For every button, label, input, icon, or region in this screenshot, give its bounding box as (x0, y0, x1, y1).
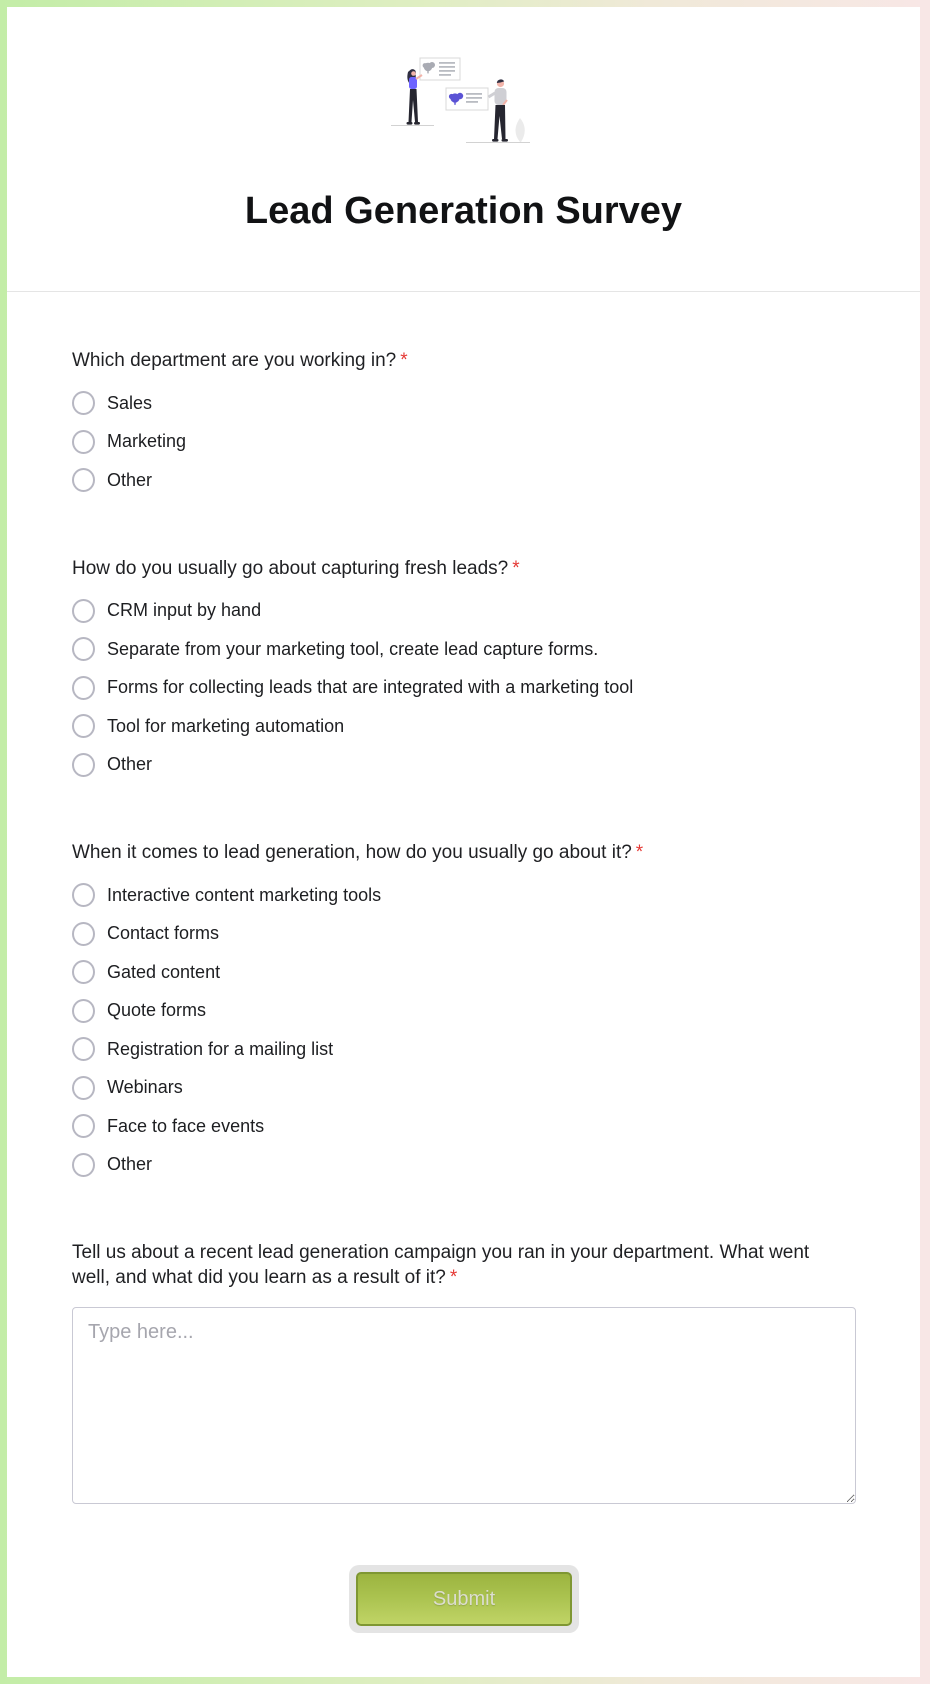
radio-circle-icon[interactable] (72, 1153, 95, 1177)
radio-circle-icon[interactable] (72, 468, 95, 492)
radio-option[interactable] (72, 423, 856, 462)
radio-option[interactable] (72, 1146, 856, 1185)
radio-option[interactable] (72, 746, 856, 785)
presentation-board (420, 58, 460, 80)
radio-option[interactable] (72, 876, 856, 915)
submit-button-wrapper (349, 1565, 579, 1633)
question-label (72, 1240, 850, 1290)
person-figure (407, 69, 423, 125)
radio-option-label: Sales (107, 392, 153, 413)
radio-circle-icon[interactable] (72, 883, 95, 907)
required-asterisk: * (449, 1267, 458, 1288)
radio-option[interactable] (72, 953, 856, 992)
radio-option-label: Quote forms (107, 1000, 207, 1021)
question-label (72, 556, 856, 582)
header-illustration (381, 48, 546, 148)
question-campaign-story (72, 1240, 856, 1509)
form-header (7, 7, 920, 292)
question-text: Tell us about a recent lead generation campaign you ran in your department. What went well, and what did you learn as a result of it? (72, 1242, 810, 1288)
question-text: How do you usually go about capturing fresh leads? (72, 557, 509, 579)
radio-option-label: CRM input by hand (107, 600, 262, 621)
question-text: When it comes to lead generation, how do you usually go about it? (72, 842, 632, 863)
radio-circle-icon[interactable] (72, 391, 95, 415)
radio-option-label: Contact forms (107, 923, 220, 944)
form-card (7, 7, 920, 1677)
radio-circle-icon[interactable] (72, 599, 95, 623)
radio-option-label: Tool for marketing automation (107, 715, 345, 736)
radio-circle-icon[interactable] (72, 1114, 95, 1138)
form-body (7, 348, 920, 1633)
radio-option[interactable] (72, 592, 856, 631)
radio-option[interactable] (72, 461, 856, 500)
question-lead-generation-methods (72, 840, 856, 1184)
radio-option[interactable] (72, 1107, 856, 1146)
radio-option[interactable] (72, 915, 856, 954)
radio-circle-icon[interactable] (72, 999, 95, 1023)
radio-option-label: Interactive content marketing tools (107, 884, 382, 905)
radio-option-label: Forms for collecting leads that are integrated with a marketing tool (107, 677, 634, 698)
radio-option-label: Face to face events (107, 1115, 265, 1136)
radio-option-label: Gated content (107, 961, 221, 982)
radio-circle-icon[interactable] (72, 960, 95, 984)
submit-row (72, 1565, 856, 1633)
radio-circle-icon[interactable] (72, 753, 95, 777)
radio-circle-icon[interactable] (72, 922, 95, 946)
leaf-shape (516, 118, 525, 142)
question-text: Which department are you working in? (72, 350, 397, 371)
presentation-board (446, 88, 488, 110)
radio-circle-icon[interactable] (72, 676, 95, 700)
required-asterisk: * (635, 842, 644, 863)
submit-button[interactable]: Submit (356, 1572, 572, 1626)
radio-option[interactable] (72, 384, 856, 423)
radio-option-label: Separate from your marketing tool, create lead capture forms. (107, 638, 599, 659)
required-asterisk: * (512, 557, 520, 579)
radio-option[interactable] (72, 707, 856, 746)
radio-circle-icon[interactable] (72, 1037, 95, 1061)
radio-option[interactable] (72, 1069, 856, 1108)
answer-textarea[interactable] (72, 1307, 856, 1504)
radio-option-label: Other (107, 1154, 153, 1175)
question-label (72, 840, 856, 866)
radio-option[interactable] (72, 669, 856, 708)
question-label (72, 348, 856, 374)
radio-circle-icon[interactable] (72, 1076, 95, 1100)
radio-option-label: Marketing (107, 431, 187, 452)
page-title: Lead Generation Survey (244, 190, 683, 232)
person-figure (489, 79, 509, 141)
radio-circle-icon[interactable] (72, 637, 95, 661)
radio-circle-icon[interactable] (72, 430, 95, 454)
radio-option-label: Other (107, 754, 153, 775)
question-department (72, 348, 856, 500)
question-capturing-leads (72, 556, 856, 785)
radio-circle-icon[interactable] (72, 714, 95, 738)
radio-option-label: Registration for a mailing list (107, 1038, 334, 1059)
radio-option-label: Other (107, 469, 153, 490)
radio-option[interactable] (72, 1030, 856, 1069)
radio-option[interactable] (72, 992, 856, 1031)
radio-option[interactable] (72, 630, 856, 669)
required-asterisk: * (400, 350, 408, 371)
radio-option-label: Webinars (107, 1077, 183, 1098)
